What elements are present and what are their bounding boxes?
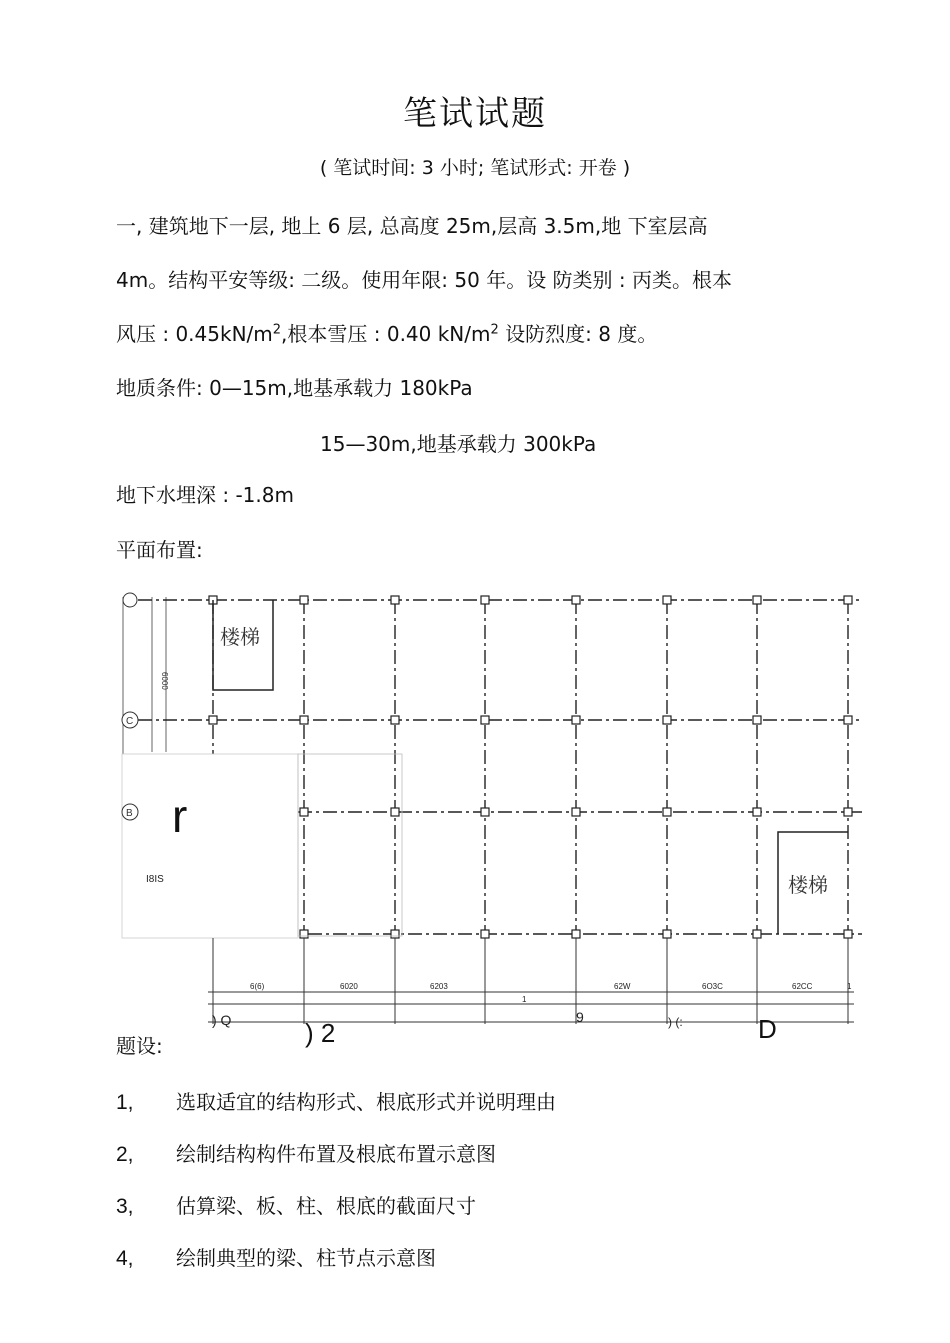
bottom-label-paren: ) (:: [668, 1015, 683, 1029]
axis-label-d: D: [758, 1014, 777, 1044]
question-text: 估算梁、板、柱、根底的截面尺寸: [176, 1194, 476, 1218]
axis-label-c: C: [126, 716, 134, 727]
geology-line-1: 地质条件: 0—15m,地基承载力 180kPa: [116, 376, 473, 400]
question-text: 选取适宜的结构形式、根底形式并说明理由: [176, 1090, 556, 1114]
column-nodes: [209, 596, 852, 938]
dim-text: 6203: [430, 982, 448, 991]
dim-text: 62W: [614, 982, 631, 991]
seismic-intensity-text: 设防烈度: 8 度。: [498, 322, 658, 346]
dim-text: 6020: [340, 982, 358, 991]
dim-total: 1: [522, 995, 527, 1004]
blank-region: [122, 754, 298, 938]
snow-pressure-text: ,根本雪压 : 0.40 kN/m: [281, 322, 491, 346]
dim-text: 6(6): [250, 982, 265, 991]
exam-info: ( 笔试时间: 3 小时; 笔试形式: 开卷 ): [319, 157, 631, 179]
question-number: 1,: [116, 1091, 134, 1114]
dim-text: 62CC: [792, 982, 813, 991]
page-title: 笔试试题: [403, 94, 547, 134]
unit-superscript: 2: [490, 322, 499, 338]
axis-marker: [123, 593, 137, 607]
stair-label-bottom: 楼梯: [788, 873, 828, 897]
question-number: 4,: [116, 1247, 134, 1270]
wind-pressure-text: 风压 : 0.45kN/m: [116, 322, 273, 346]
question-item: [116, 1242, 436, 1271]
geology-line-2: 15—30m,地基承载力 300kPa: [320, 432, 597, 456]
dim-text: 6O3C: [702, 982, 723, 991]
bottom-label-9: 9: [576, 1009, 584, 1025]
building-info-line-2: 4m。结构平安等级: 二级。使用年限: 50 年。设 防类别 : 丙类。根本: [116, 268, 733, 292]
stair-label-top: 楼梯: [220, 625, 260, 649]
axis-label-b: B: [126, 808, 133, 819]
floor-plan-drawing: [118, 592, 864, 1032]
building-info-line-3: [116, 318, 657, 347]
questions-label: 题设:: [116, 1034, 163, 1058]
dimension-lines: [208, 938, 854, 1024]
question-number: 2,: [116, 1143, 134, 1166]
dim-text: 1: [847, 982, 852, 991]
question-text: 绘制典型的梁、柱节点示意图: [176, 1246, 436, 1270]
vertical-dimension: 6000: [160, 672, 169, 690]
label-r: r: [172, 790, 188, 842]
unit-superscript: 2: [272, 322, 282, 338]
question-number: 3,: [116, 1195, 134, 1218]
building-info-line-1: 一, 建筑地下一层, 地上 6 层, 总高度 25m,层高 3.5m,地 下室层高: [116, 214, 708, 238]
question-item: [116, 1138, 496, 1167]
axis-label-2: ) 2: [305, 1018, 336, 1048]
question-item: [116, 1086, 556, 1115]
plan-layout-label: 平面布置:: [116, 538, 203, 562]
label-i8is: I8IS: [146, 874, 164, 885]
bottom-label-q: ) Q: [212, 1012, 232, 1028]
question-item: [116, 1190, 476, 1219]
groundwater-depth: 地下水埋深 : -1.8m: [116, 483, 294, 507]
question-text: 绘制结构构件布置及根底布置示意图: [176, 1142, 496, 1166]
